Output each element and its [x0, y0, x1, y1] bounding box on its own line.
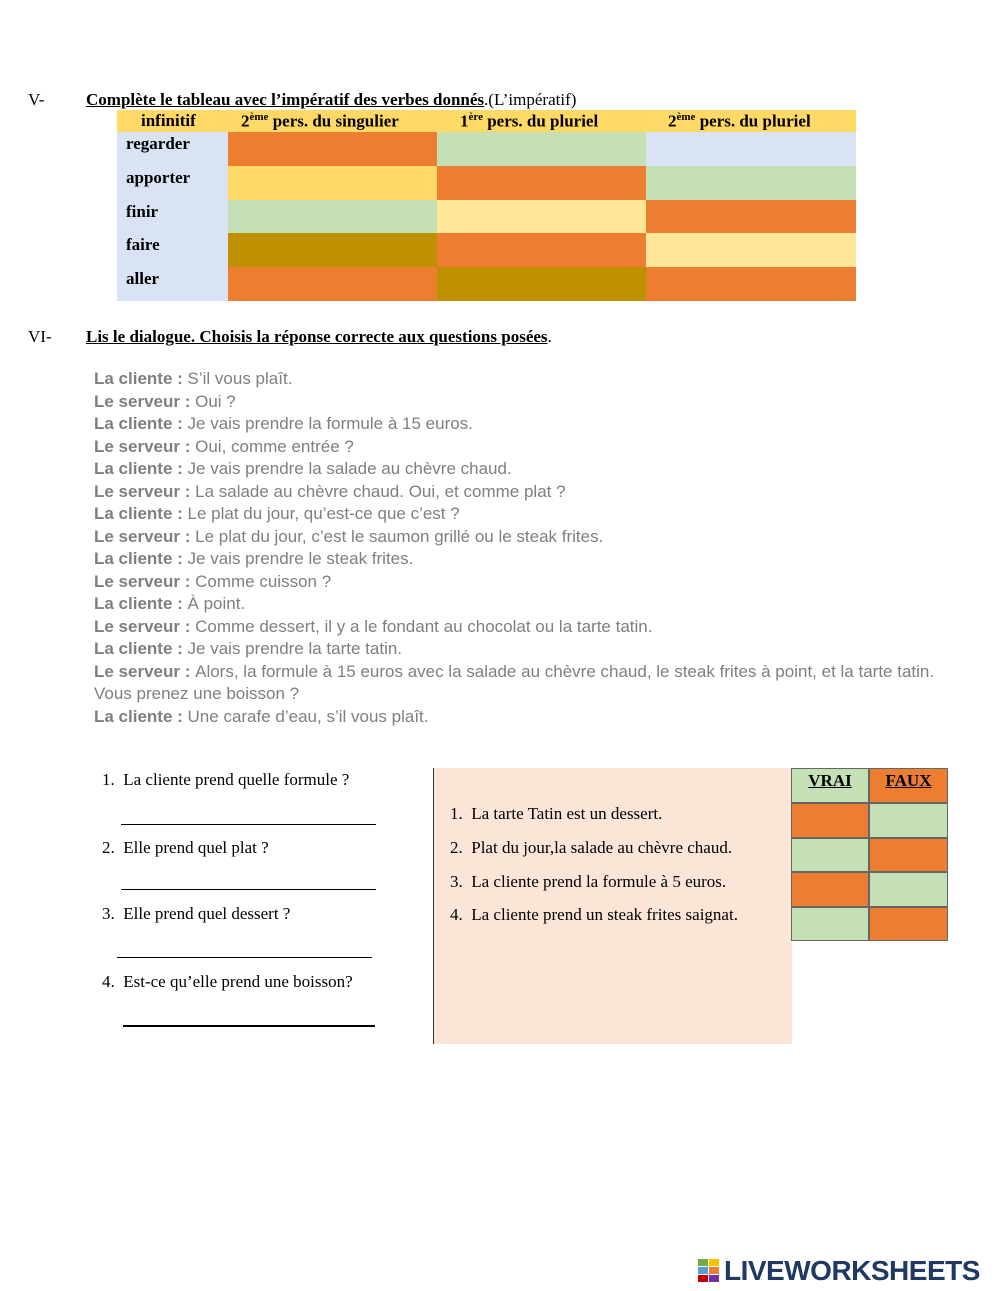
section-5-instruction: Complète le tableau avec l’impératif des verbes donnés	[86, 90, 485, 109]
speaker-label: La cliente :	[94, 459, 188, 478]
answer-cell[interactable]	[646, 233, 856, 267]
answer-cell[interactable]	[228, 233, 437, 267]
dialogue-line	[94, 481, 964, 504]
speech-text: Comme cuisson ?	[195, 571, 332, 591]
dialogue-line	[94, 458, 964, 481]
speaker-label: La cliente :	[94, 639, 188, 658]
verb-label: regarder	[117, 132, 228, 166]
vrai-cell-4[interactable]	[791, 907, 869, 942]
dialogue-line	[94, 571, 964, 594]
speech-text: Oui ?	[195, 391, 236, 411]
statement-3: 3. La cliente prend la formule à 5 euros.	[450, 872, 727, 891]
answer-cell[interactable]	[437, 233, 646, 267]
answer-cell[interactable]	[228, 132, 437, 166]
answer-line-4[interactable]	[123, 1025, 375, 1027]
header-2nd-plural: 2ème pers. du pluriel	[668, 111, 811, 131]
verb-label: apporter	[117, 166, 228, 200]
dialogue-line	[94, 661, 964, 706]
speaker-label: Le serveur :	[94, 391, 196, 411]
answer-cell[interactable]	[437, 200, 646, 234]
speaker-label: La cliente :	[94, 504, 188, 523]
header-infinitive: infinitif	[141, 111, 196, 130]
answer-cell[interactable]	[228, 267, 437, 301]
answer-line-3[interactable]	[117, 957, 372, 958]
section-6-period: .	[547, 327, 552, 346]
dialogue-line	[94, 706, 964, 729]
question-1: 1. La cliente prend quelle formule ?	[102, 770, 350, 789]
header-2nd-singular: 2ème pers. du singulier	[241, 111, 399, 131]
speaker-label: Le serveur :	[94, 616, 196, 636]
speaker-label: La cliente :	[94, 706, 188, 726]
vrai-cell-2[interactable]	[791, 838, 869, 873]
speech-text: Je vais prendre le steak frites.	[187, 549, 414, 568]
verb-label: finir	[117, 200, 228, 234]
dialogue-line	[94, 638, 964, 661]
liveworksheets-logo-icon	[698, 1259, 720, 1283]
speaker-label: Le serveur :	[94, 571, 196, 591]
answer-cell[interactable]	[228, 166, 437, 200]
statement-1: 1. La tarte Tatin est un dessert.	[450, 804, 663, 823]
dialogue-line	[94, 593, 964, 616]
conj-row-finir	[117, 200, 856, 234]
conj-row-faire	[117, 233, 856, 267]
dialogue-line	[94, 391, 964, 414]
faux-cell-3[interactable]	[869, 872, 948, 907]
question-2: 2. Elle prend quel plat ?	[102, 838, 269, 857]
dialogue-line	[94, 436, 964, 459]
speech-text: Le plat du jour, c’est le saumon grillé ou le steak frites.	[195, 526, 604, 546]
dialogue-line	[94, 548, 964, 571]
dialogue-line	[94, 526, 964, 549]
answer-cell[interactable]	[646, 267, 856, 301]
vrai-cell-1[interactable]	[791, 803, 869, 838]
section-6-title	[86, 327, 552, 347]
answer-line-2[interactable]	[121, 889, 376, 890]
statement-2: 2. Plat du jour,la salade au chèvre chaud.	[450, 838, 733, 857]
answer-line-1[interactable]	[121, 824, 376, 825]
speech-text: Oui, comme entrée ?	[195, 436, 354, 456]
header-faux: FAUX	[869, 768, 948, 803]
verb-label: aller	[117, 267, 228, 301]
conjugation-table	[117, 110, 856, 301]
speech-text: Une carafe d’eau, s’il vous plaît.	[187, 706, 429, 726]
speaker-label: La cliente :	[94, 549, 188, 568]
header-vrai: VRAI	[791, 768, 869, 803]
speech-text: S’il vous plaît.	[187, 369, 293, 388]
speaker-label: La cliente :	[94, 594, 188, 613]
true-false-grid	[791, 768, 948, 941]
answer-cell[interactable]	[646, 200, 856, 234]
speaker-label: La cliente :	[94, 369, 188, 388]
dialogue	[94, 368, 964, 728]
section-6-number: VI-	[28, 327, 52, 346]
speaker-label: Le serveur :	[94, 481, 196, 501]
section-5-title	[86, 90, 576, 110]
question-3: 3. Elle prend quel dessert ?	[102, 904, 291, 923]
speech-text: Je vais prendre la salade au chèvre chaud.	[187, 459, 512, 478]
answer-cell[interactable]	[437, 166, 646, 200]
speech-text: Je vais prendre la tarte tatin.	[187, 639, 403, 658]
conjugation-table-header	[117, 110, 856, 132]
speech-text: Je vais prendre la formule à 15 euros.	[187, 414, 473, 433]
question-4: 4. Est-ce qu’elle prend une boisson?	[102, 972, 353, 991]
liveworksheets-wordmark: LIVEWORKSHEETS	[724, 1255, 980, 1286]
speech-text: Le plat du jour, qu’est-ce que c’est ?	[187, 504, 460, 523]
faux-cell-2[interactable]	[869, 838, 948, 873]
speaker-label: Le serveur :	[94, 526, 196, 546]
faux-cell-1[interactable]	[869, 803, 948, 838]
section-5-note: .(L’impératif)	[484, 90, 577, 109]
speech-text: Alors, la formule à 15 euros avec la salade au chèvre chaud, le steak frites à point, et la tarte tatin. Vous prenez une boisson ?	[94, 661, 935, 703]
section-5-number: V-	[28, 90, 45, 109]
speech-text: Comme dessert, il y a le fondant au chocolat ou la tarte tatin.	[195, 616, 653, 636]
dialogue-line	[94, 413, 964, 436]
conj-row-regarder	[117, 132, 856, 166]
answer-cell[interactable]	[646, 166, 856, 200]
answer-cell[interactable]	[646, 132, 856, 166]
faux-cell-4[interactable]	[869, 907, 948, 942]
section-6-instruction: Lis le dialogue. Choisis la réponse correcte aux questions posées	[86, 327, 548, 346]
speaker-label: La cliente :	[94, 414, 188, 433]
answer-cell[interactable]	[437, 267, 646, 301]
header-1st-plural: 1ère pers. du pluriel	[460, 111, 599, 131]
answer-cell[interactable]	[437, 132, 646, 166]
dialogue-line	[94, 503, 964, 526]
dialogue-line	[94, 368, 964, 391]
speech-text: À point.	[187, 594, 246, 613]
conj-row-aller	[117, 267, 856, 301]
verb-label: faire	[117, 233, 228, 267]
speech-text: La salade au chèvre chaud. Oui, et comme plat ?	[195, 481, 566, 501]
speaker-label: Le serveur :	[94, 436, 196, 456]
dialogue-line	[94, 616, 964, 639]
answer-cell[interactable]	[228, 200, 437, 234]
conj-row-apporter	[117, 166, 856, 200]
vrai-cell-3[interactable]	[791, 872, 869, 907]
speaker-label: Le serveur :	[94, 661, 196, 681]
statement-4: 4. La cliente prend un steak frites saignat.	[450, 905, 738, 924]
